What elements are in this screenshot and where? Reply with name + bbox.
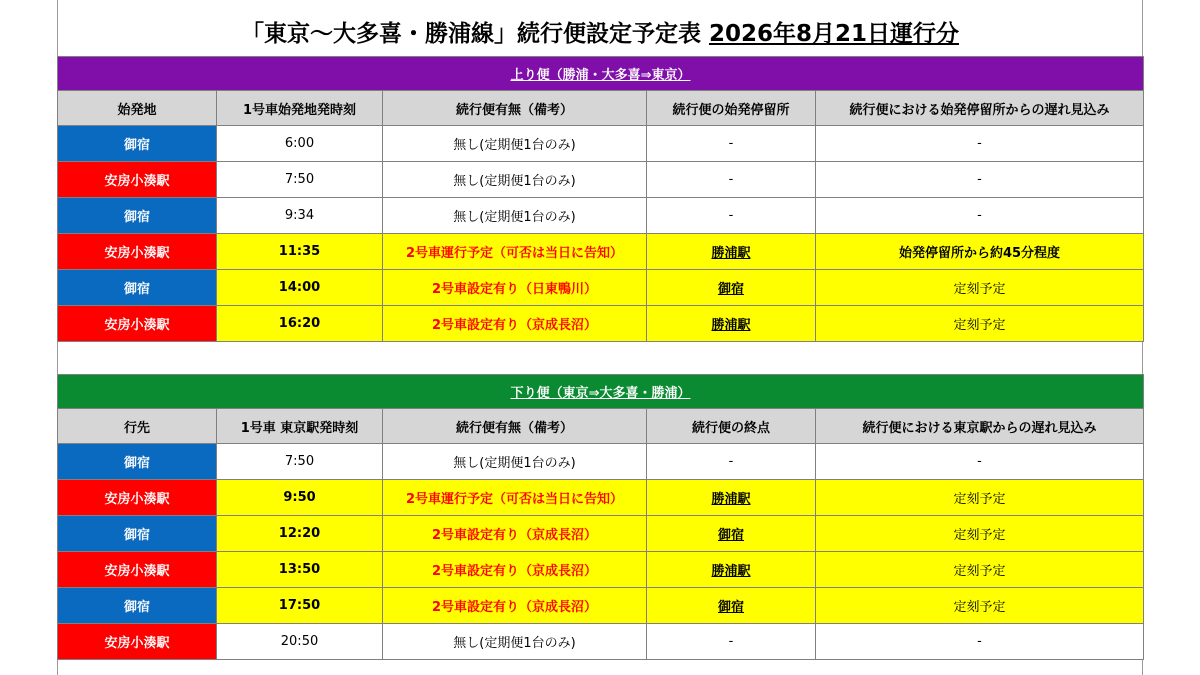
table-row	[58, 624, 1144, 660]
departure-time-cell: 14:00	[217, 270, 383, 306]
delay-estimate-cell: -	[816, 162, 1144, 198]
departure-time-cell: 6:00	[217, 126, 383, 162]
down-header-delay: 続行便における東京駅からの遅れ見込み	[816, 409, 1144, 444]
extra-bus-stop-cell: -	[647, 162, 816, 198]
departure-time-cell: 11:35	[217, 234, 383, 270]
extra-bus-stop-cell: -	[647, 624, 816, 660]
up-header-time: 1号車始発地発時刻	[217, 91, 383, 126]
up-header-note: 続行便有無（備考）	[383, 91, 647, 126]
down-banner-row	[58, 375, 1144, 409]
delay-estimate-cell: 定刻予定	[816, 588, 1144, 624]
up-banner	[58, 57, 1144, 91]
origin-cell: 御宿	[58, 516, 217, 552]
up-header-stop: 続行便の始発停留所	[647, 91, 816, 126]
down-banner-label: 下り便（東京⇒大多喜・勝浦）	[510, 386, 691, 401]
down-header-time: 1号車 東京駅発時刻	[217, 409, 383, 444]
delay-estimate-cell: -	[816, 444, 1144, 480]
origin-cell: 安房小湊駅	[58, 480, 217, 516]
down-schedule-table	[57, 374, 1144, 660]
origin-cell: 安房小湊駅	[58, 234, 217, 270]
delay-estimate-cell: -	[816, 126, 1144, 162]
page-title	[57, 14, 1143, 54]
extra-bus-stop-cell: -	[647, 198, 816, 234]
up-banner-label: 上り便（勝浦・大多喜⇒東京）	[510, 68, 691, 83]
extra-bus-stop-cell: -	[647, 126, 816, 162]
table-row	[58, 444, 1144, 480]
origin-cell: 御宿	[58, 126, 217, 162]
table-row	[58, 516, 1144, 552]
departure-time-cell: 7:50	[217, 162, 383, 198]
table-row	[58, 552, 1144, 588]
table-row	[58, 480, 1144, 516]
table-row	[58, 126, 1144, 162]
origin-cell: 安房小湊駅	[58, 552, 217, 588]
table-row	[58, 270, 1144, 306]
up-schedule-table	[57, 56, 1144, 342]
title-date: 2026年8月21日運行分	[708, 21, 960, 47]
extra-bus-stop-cell: 御宿	[647, 516, 816, 552]
note-cell: 2号車設定有り（日東鴨川）	[383, 270, 647, 306]
departure-time-cell: 17:50	[217, 588, 383, 624]
origin-cell: 御宿	[58, 198, 217, 234]
schedule-sheet	[57, 0, 1143, 675]
departure-time-cell: 20:50	[217, 624, 383, 660]
extra-bus-stop-cell: 御宿	[647, 588, 816, 624]
delay-estimate-cell: -	[816, 624, 1144, 660]
departure-time-cell: 9:50	[217, 480, 383, 516]
up-header-origin: 始発地	[58, 91, 217, 126]
origin-cell: 安房小湊駅	[58, 306, 217, 342]
title-main: 「東京〜大多喜・勝浦線」続行便設定予定表	[240, 21, 701, 47]
note-cell: 2号車設定有り（京成長沼）	[383, 588, 647, 624]
delay-estimate-cell: 始発停留所から約45分程度	[816, 234, 1144, 270]
down-header-row	[58, 409, 1144, 444]
delay-estimate-cell: 定刻予定	[816, 516, 1144, 552]
table-row	[58, 198, 1144, 234]
table-row	[58, 234, 1144, 270]
delay-estimate-cell: 定刻予定	[816, 480, 1144, 516]
down-rows	[58, 444, 1144, 660]
note-cell: 無し(定期便1台のみ)	[383, 624, 647, 660]
down-banner	[58, 375, 1144, 409]
extra-bus-stop-cell: 勝浦駅	[647, 480, 816, 516]
extra-bus-stop-cell: -	[647, 444, 816, 480]
table-row	[58, 306, 1144, 342]
up-banner-row	[58, 57, 1144, 91]
note-cell: 2号車設定有り（京成長沼）	[383, 516, 647, 552]
delay-estimate-cell: -	[816, 198, 1144, 234]
down-header-stop: 続行便の終点	[647, 409, 816, 444]
origin-cell: 安房小湊駅	[58, 162, 217, 198]
departure-time-cell: 13:50	[217, 552, 383, 588]
table-row	[58, 162, 1144, 198]
up-header-delay: 続行便における始発停留所からの遅れ見込み	[816, 91, 1144, 126]
extra-bus-stop-cell: 御宿	[647, 270, 816, 306]
note-cell: 2号車運行予定（可否は当日に告知）	[383, 480, 647, 516]
table-row	[58, 588, 1144, 624]
note-cell: 2号車設定有り（京成長沼）	[383, 552, 647, 588]
note-cell: 無し(定期便1台のみ)	[383, 126, 647, 162]
note-cell: 2号車設定有り（京成長沼）	[383, 306, 647, 342]
delay-estimate-cell: 定刻予定	[816, 552, 1144, 588]
note-cell: 無し(定期便1台のみ)	[383, 162, 647, 198]
down-header-note: 続行便有無（備考）	[383, 409, 647, 444]
up-header-row	[58, 91, 1144, 126]
extra-bus-stop-cell: 勝浦駅	[647, 234, 816, 270]
delay-estimate-cell: 定刻予定	[816, 306, 1144, 342]
note-cell: 無し(定期便1台のみ)	[383, 198, 647, 234]
extra-bus-stop-cell: 勝浦駅	[647, 306, 816, 342]
down-header-destination: 行先	[58, 409, 217, 444]
origin-cell: 安房小湊駅	[58, 624, 217, 660]
extra-bus-stop-cell: 勝浦駅	[647, 552, 816, 588]
departure-time-cell: 16:20	[217, 306, 383, 342]
origin-cell: 御宿	[58, 444, 217, 480]
departure-time-cell: 12:20	[217, 516, 383, 552]
origin-cell: 御宿	[58, 588, 217, 624]
departure-time-cell: 9:34	[217, 198, 383, 234]
note-cell: 無し(定期便1台のみ)	[383, 444, 647, 480]
note-cell: 2号車運行予定（可否は当日に告知）	[383, 234, 647, 270]
origin-cell: 御宿	[58, 270, 217, 306]
departure-time-cell: 7:50	[217, 444, 383, 480]
up-rows	[58, 126, 1144, 342]
delay-estimate-cell: 定刻予定	[816, 270, 1144, 306]
